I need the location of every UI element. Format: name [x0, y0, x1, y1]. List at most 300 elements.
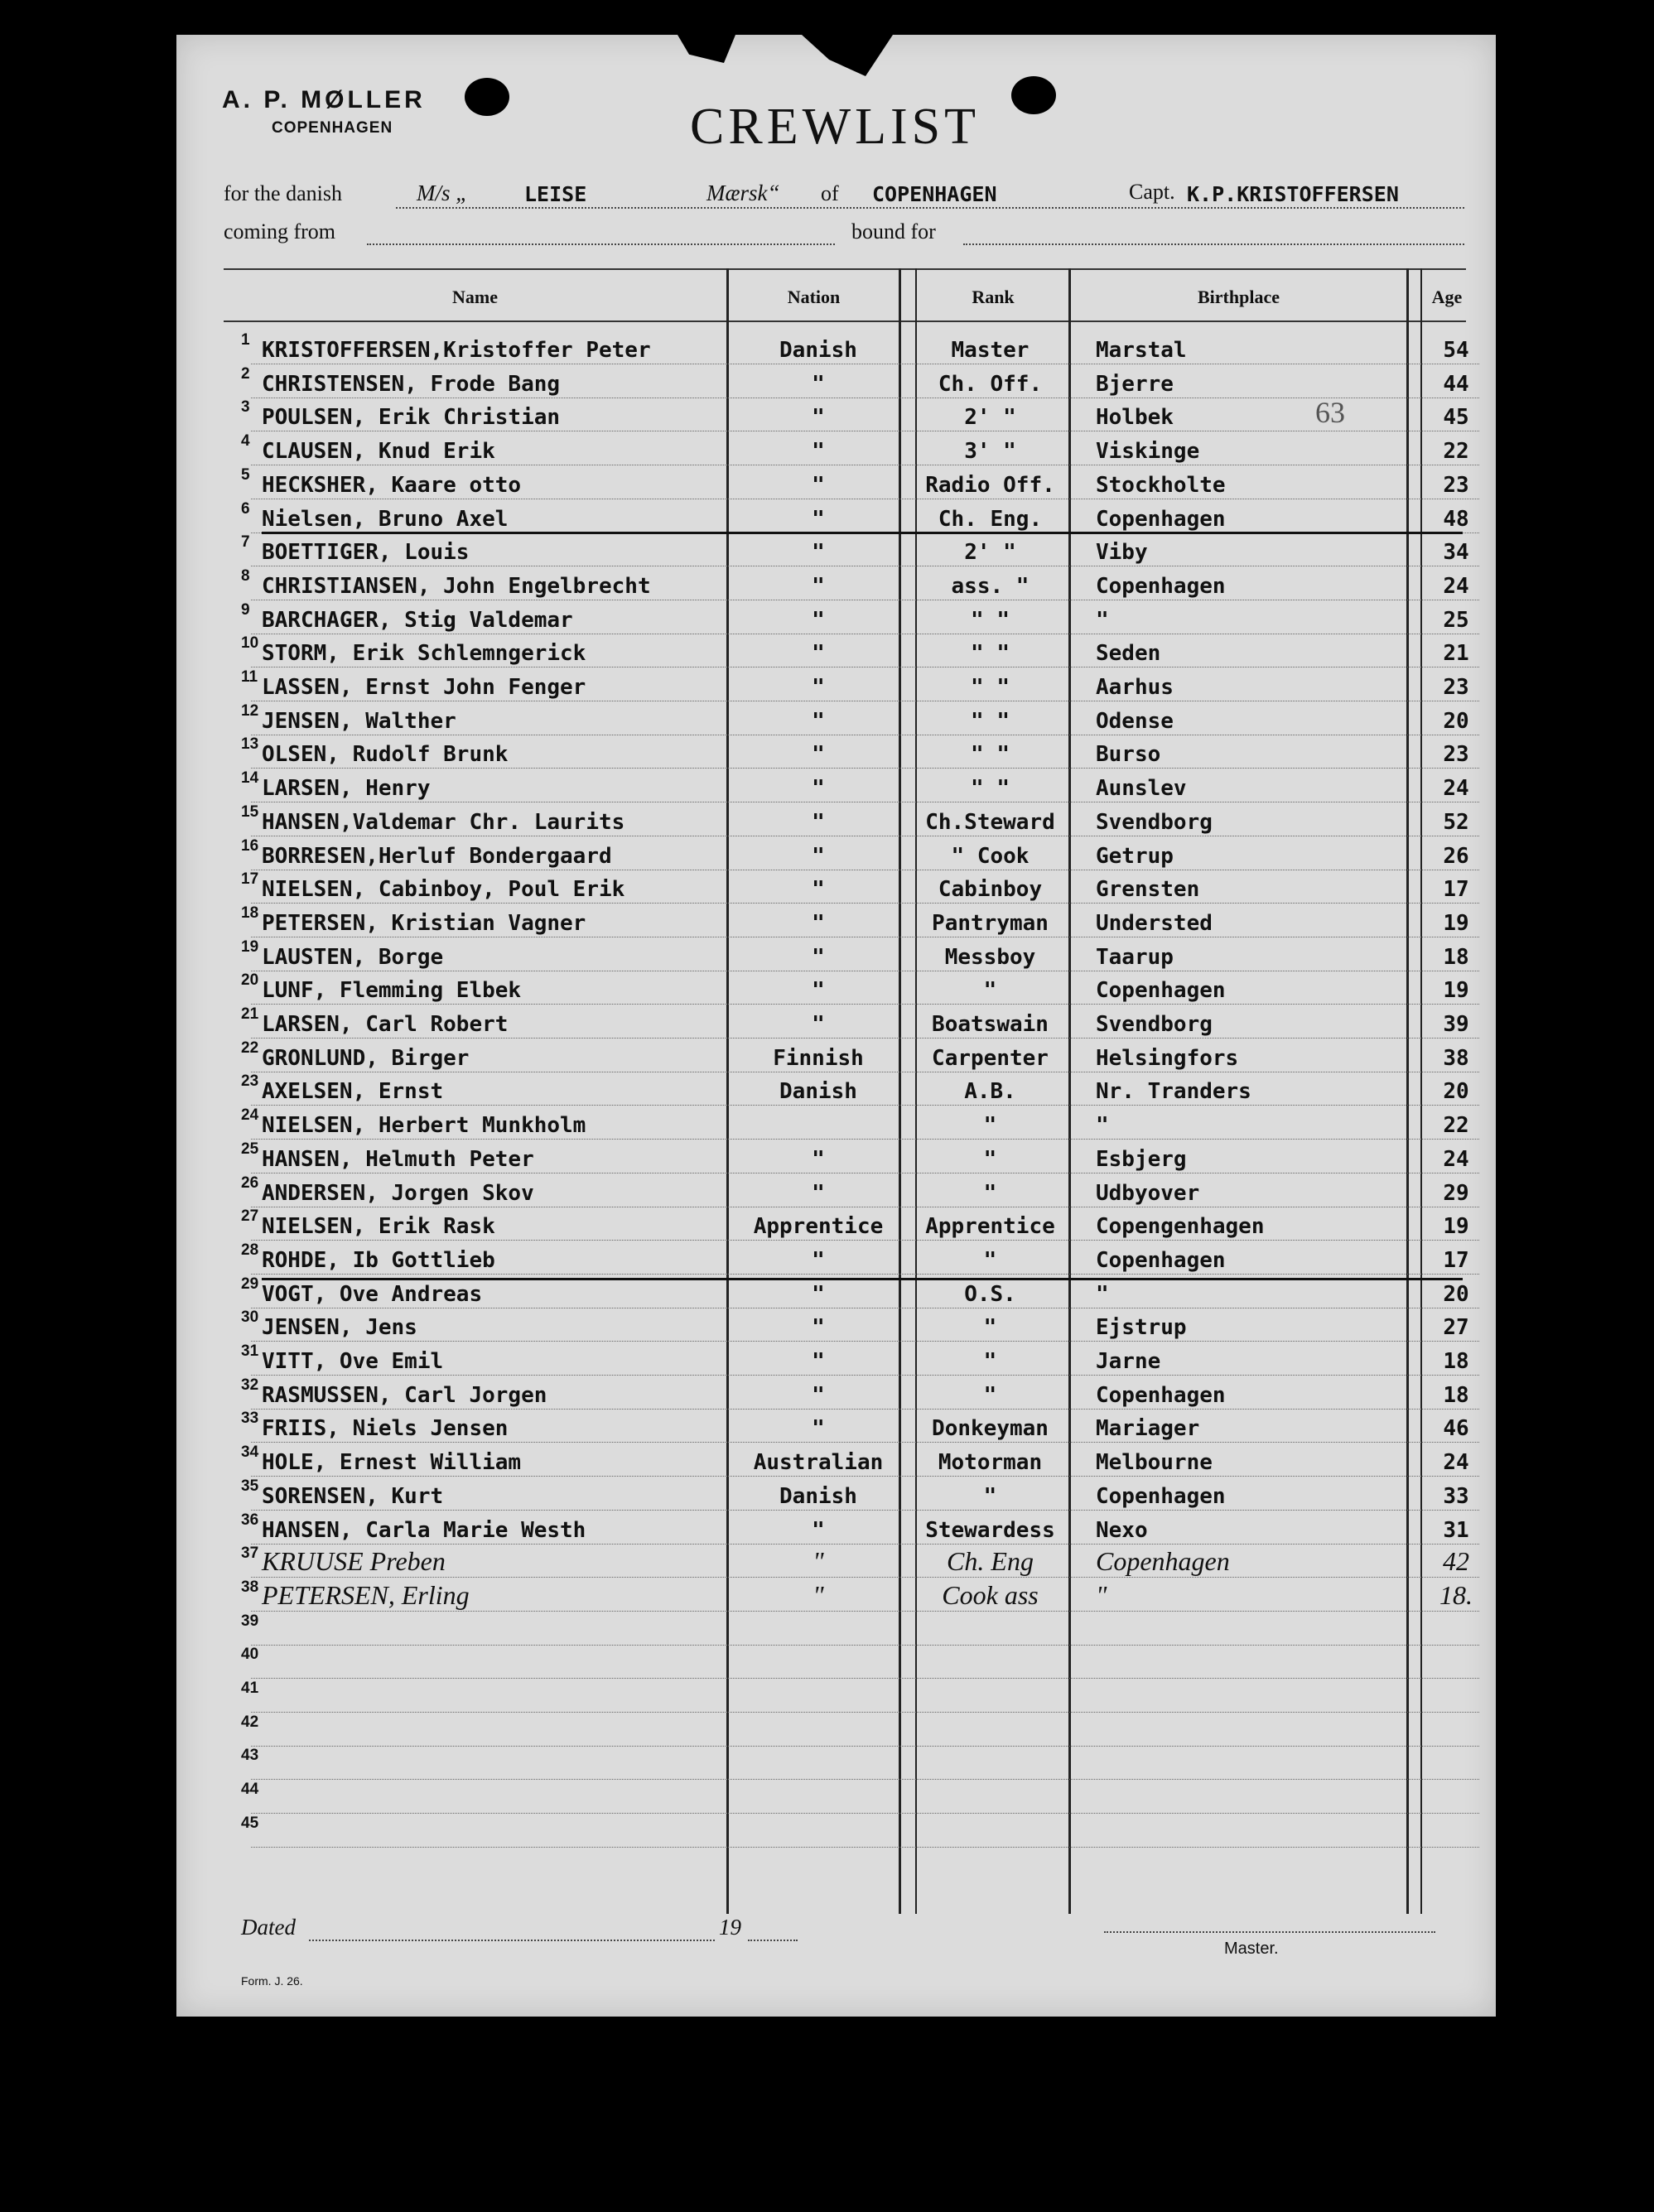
crew-age: 17	[1443, 1247, 1469, 1273]
crew-rank: 2' "	[964, 405, 1016, 431]
crew-rank: 2' "	[964, 540, 1016, 566]
crew-rank: "	[983, 1349, 997, 1374]
row-number: 3	[241, 398, 250, 417]
crewlist-form	[176, 35, 1496, 2017]
crew-rank: "	[983, 1315, 997, 1341]
crew-name: LASSEN, Ernst John Fenger	[262, 675, 586, 700]
crew-birthplace: Getrup	[1096, 843, 1174, 869]
row-number: 4	[241, 432, 250, 451]
crew-nation: "	[812, 978, 825, 1004]
table-row	[176, 331, 1496, 364]
crew-birthplace: "	[1096, 1113, 1109, 1139]
crew-age: 23	[1443, 472, 1469, 498]
crew-birthplace: Burso	[1096, 742, 1161, 768]
crew-birthplace: Copenhagen	[1096, 1483, 1226, 1509]
row-number: 41	[241, 1679, 259, 1697]
row-number: 13	[241, 735, 259, 754]
row-number: 42	[241, 1713, 259, 1731]
capt-label: Capt.	[1129, 180, 1175, 204]
table-row	[176, 904, 1496, 937]
table-row	[176, 1342, 1496, 1376]
table-row	[176, 1039, 1496, 1072]
crew-nation: Apprentice	[753, 1214, 884, 1240]
crew-birthplace: Jarne	[1096, 1349, 1161, 1374]
crew-rank: "	[983, 978, 997, 1004]
crew-name: SORENSEN, Kurt	[262, 1483, 444, 1509]
table-row	[176, 870, 1496, 904]
row-number: 32	[241, 1376, 259, 1394]
crew-rank: Motorman	[938, 1450, 1043, 1476]
crew-age: 19	[1443, 1214, 1469, 1240]
crew-nation: "	[812, 1349, 825, 1374]
row-number: 7	[241, 533, 250, 552]
crew-age: 19	[1443, 910, 1469, 936]
crew-nation: "	[812, 742, 825, 768]
crew-name: HANSEN, Carla Marie Westh	[262, 1517, 586, 1543]
table-row	[176, 837, 1496, 870]
crew-birthplace: Copenhagen	[1096, 1382, 1226, 1408]
row-rule	[251, 1847, 1479, 1848]
crew-birthplace: Nexo	[1096, 1517, 1148, 1543]
crew-birthplace: Nr. Tranders	[1096, 1079, 1251, 1105]
table-row	[176, 466, 1496, 499]
crew-nation: "	[812, 944, 825, 970]
strike-row-6	[262, 532, 1463, 534]
table-row	[176, 1612, 1496, 1646]
crew-rank: Boatswain	[932, 1012, 1049, 1037]
crew-name: CHRISTIANSEN, John Engelbrecht	[262, 573, 651, 599]
crew-rank: Apprentice	[925, 1214, 1055, 1240]
crew-age: 52	[1443, 809, 1469, 835]
punch-hole-right	[1011, 76, 1056, 114]
bound-for-line	[963, 243, 1464, 245]
crew-age: 46	[1443, 1416, 1469, 1442]
table-row	[176, 1545, 1496, 1578]
ship-suffix: Mærsk“	[706, 181, 780, 205]
coming-from-label: coming from	[224, 219, 336, 243]
table-row	[176, 1578, 1496, 1612]
crew-birthplace: Aunslev	[1096, 776, 1187, 802]
table-row	[176, 971, 1496, 1005]
crew-name: LARSEN, Henry	[262, 776, 431, 802]
col-header-age: Age	[1431, 287, 1463, 307]
table-row	[176, 432, 1496, 465]
crew-age: 29	[1443, 1180, 1469, 1206]
row-number: 16	[241, 836, 259, 855]
port-name: COPENHAGEN	[872, 182, 997, 206]
strike-row-28	[262, 1278, 1463, 1280]
table-row	[176, 1713, 1496, 1747]
table-row	[176, 601, 1496, 634]
crew-name: Nielsen, Bruno Axel	[262, 506, 509, 532]
table-row	[176, 1207, 1496, 1241]
table-row	[176, 1241, 1496, 1275]
crew-birthplace: Odense	[1096, 708, 1174, 734]
header-dotline-1	[396, 207, 1464, 209]
row-number: 29	[241, 1275, 259, 1293]
row-number: 23	[241, 1072, 259, 1091]
row-number: 11	[241, 668, 258, 686]
tear-notch-2	[802, 35, 893, 76]
crew-name: HANSEN, Helmuth Peter	[262, 1146, 534, 1172]
table-row	[176, 1410, 1496, 1443]
crew-nation: "	[812, 1146, 825, 1172]
crew-rank: " "	[971, 742, 1010, 768]
crew-nation: "	[812, 910, 825, 936]
crew-name: LARSEN, Carl Robert	[262, 1012, 509, 1037]
crew-age: 20	[1443, 708, 1469, 734]
master-label: Master.	[1224, 1940, 1279, 1958]
crew-name: HECKSHER, Kaare otto	[262, 472, 522, 498]
crew-birthplace: Copenhagen	[1096, 1247, 1226, 1273]
table-row	[176, 1443, 1496, 1477]
crew-nation: "	[812, 1382, 825, 1408]
crew-rank: " Cook	[951, 843, 1030, 869]
row-number: 35	[241, 1477, 259, 1495]
year-prefix: 19	[719, 1915, 741, 1940]
crew-age: 18.	[1439, 1579, 1473, 1610]
crew-age: 19	[1443, 978, 1469, 1004]
crew-name: KRISTOFFERSEN,Kristoffer Peter	[262, 338, 651, 363]
crew-nation: "	[812, 809, 825, 835]
row-number: 33	[241, 1410, 259, 1428]
crew-age: 24	[1443, 1450, 1469, 1476]
crew-age: 26	[1443, 843, 1469, 869]
table-row	[176, 567, 1496, 600]
crew-rank: " "	[971, 708, 1010, 734]
dated-line	[309, 1940, 715, 1941]
crew-name: PETERSEN, Erling	[262, 1579, 470, 1610]
crew-birthplace: Grensten	[1096, 877, 1200, 903]
crew-age: 24	[1443, 573, 1469, 599]
crew-birthplace: Udbyover	[1096, 1180, 1200, 1206]
table-row	[176, 1106, 1496, 1140]
table-row	[176, 1814, 1496, 1848]
col-header-rank: Rank	[972, 287, 1015, 307]
crew-birthplace: "	[1096, 1579, 1107, 1610]
row-number: 26	[241, 1173, 259, 1192]
row-number: 40	[241, 1646, 259, 1664]
crew-name: NIELSEN, Erik Rask	[262, 1214, 495, 1240]
crew-age: 34	[1443, 540, 1469, 566]
col-header-nation: Nation	[787, 287, 841, 307]
crew-birthplace: Copenhagen	[1096, 978, 1226, 1004]
crew-nation: Danish	[779, 1483, 857, 1509]
crew-rank: Master	[951, 338, 1030, 363]
crew-birthplace: Esbjerg	[1096, 1146, 1187, 1172]
crew-nation: "	[812, 708, 825, 734]
crew-birthplace: Copenhagen	[1096, 1546, 1230, 1577]
crew-rank: "	[983, 1382, 997, 1408]
crew-name: AXELSEN, Ernst	[262, 1079, 444, 1105]
table-row	[176, 702, 1496, 735]
table-row	[176, 1140, 1496, 1173]
crew-birthplace: Melbourne	[1096, 1450, 1213, 1476]
crew-nation: "	[812, 1281, 825, 1307]
crew-age: 38	[1443, 1045, 1469, 1071]
company-city: COPENHAGEN	[272, 119, 393, 137]
table-row	[176, 668, 1496, 701]
crew-birthplace: Copengenhagen	[1096, 1214, 1265, 1240]
crew-age: 18	[1443, 944, 1469, 970]
crew-nation: "	[812, 843, 825, 869]
punch-hole-left	[465, 78, 509, 116]
row-number: 12	[241, 701, 259, 720]
row-number: 2	[241, 364, 250, 383]
page-title: CREWLIST	[690, 99, 980, 155]
crew-nation: Danish	[779, 338, 857, 363]
master-signature-line	[1104, 1931, 1435, 1933]
crew-birthplace: Helsingfors	[1096, 1045, 1239, 1071]
crew-name: HOLE, Ernest William	[262, 1450, 522, 1476]
crew-name: LAUSTEN, Borge	[262, 944, 444, 970]
crew-age: 39	[1443, 1012, 1469, 1037]
row-number: 27	[241, 1207, 259, 1226]
crew-rank: Messboy	[944, 944, 1036, 970]
table-row	[176, 1679, 1496, 1713]
crew-age: 24	[1443, 776, 1469, 802]
ship-name: LEISE	[524, 182, 587, 206]
crew-birthplace: Stockholte	[1096, 472, 1226, 498]
table-row	[176, 1747, 1496, 1780]
crew-birthplace: "	[1096, 607, 1109, 633]
crew-birthplace: Understed	[1096, 910, 1213, 936]
crew-nation: "	[812, 472, 825, 498]
crew-nation: "	[812, 1517, 825, 1543]
crew-birthplace: Ejstrup	[1096, 1315, 1187, 1341]
crew-age: 24	[1443, 1146, 1469, 1172]
table-row	[176, 1005, 1496, 1039]
crew-rank: Ch. Eng	[947, 1546, 1034, 1577]
row-number: 22	[241, 1039, 259, 1057]
crew-nation: "	[812, 675, 825, 700]
row-number: 6	[241, 499, 250, 518]
crew-name: VITT, Ove Emil	[262, 1349, 444, 1374]
company-name: A. P. MØLLER	[222, 86, 426, 113]
crew-age: 18	[1443, 1349, 1469, 1374]
crew-rank: O.S.	[964, 1281, 1016, 1307]
table-row	[176, 1308, 1496, 1342]
table-row	[176, 938, 1496, 971]
crew-rank: Cabinboy	[938, 877, 1043, 903]
crew-nation: Australian	[753, 1450, 884, 1476]
crew-name: VOGT, Ove Andreas	[262, 1281, 483, 1307]
coming-from-line	[367, 243, 835, 245]
crew-name: FRIIS, Niels Jensen	[262, 1416, 509, 1442]
crew-rank: Ch. Off.	[938, 371, 1043, 397]
crew-nation: "	[812, 877, 825, 903]
table-row	[176, 769, 1496, 802]
table-row	[176, 735, 1496, 769]
row-number: 45	[241, 1814, 259, 1832]
crew-birthplace: Viskinge	[1096, 439, 1200, 465]
row-number: 34	[241, 1443, 259, 1462]
crew-birthplace: Svendborg	[1096, 1012, 1213, 1037]
row-number: 14	[241, 769, 259, 788]
crew-birthplace: Marstal	[1096, 338, 1187, 363]
crew-birthplace: Bjerre	[1096, 371, 1174, 397]
crew-age: 48	[1443, 506, 1469, 532]
crew-rank: Ch. Eng.	[938, 506, 1043, 532]
table-row	[176, 365, 1496, 398]
crew-age: 21	[1443, 641, 1469, 667]
captain-name: K.P.KRISTOFFERSEN	[1187, 182, 1399, 206]
crew-age: 31	[1443, 1517, 1469, 1543]
margin-annotation: 63	[1315, 396, 1345, 429]
row-number: 31	[241, 1342, 259, 1360]
crew-name: BARCHAGER, Stig Valdemar	[262, 607, 573, 633]
crew-age: 25	[1443, 607, 1469, 633]
crew-nation: "	[812, 371, 825, 397]
crew-birthplace: Holbek	[1096, 405, 1174, 431]
crew-nation: "	[812, 1247, 825, 1273]
crew-age: 17	[1443, 877, 1469, 903]
crew-rank: "	[983, 1180, 997, 1206]
crew-name: JENSEN, Walther	[262, 708, 456, 734]
crew-age: 54	[1443, 338, 1469, 363]
crew-rank: " "	[971, 776, 1010, 802]
row-number: 39	[241, 1612, 259, 1630]
crew-name: BOETTIGER, Louis	[262, 540, 470, 566]
crew-age: 27	[1443, 1315, 1469, 1341]
tear-notch	[678, 35, 735, 63]
row-number: 37	[241, 1545, 259, 1563]
crew-rank: "	[983, 1483, 997, 1509]
crew-nation: "	[812, 1012, 825, 1037]
crew-nation: "	[812, 641, 825, 667]
row-number: 8	[241, 566, 250, 585]
crew-age: 18	[1443, 1382, 1469, 1408]
crew-birthplace: Aarhus	[1096, 675, 1174, 700]
row-number: 9	[241, 600, 250, 619]
crew-name: ANDERSEN, Jorgen Skov	[262, 1180, 534, 1206]
crew-birthplace: Copenhagen	[1096, 506, 1226, 532]
crew-age: 44	[1443, 371, 1469, 397]
crew-rank: 3' "	[964, 439, 1016, 465]
crew-nation: "	[812, 506, 825, 532]
table-row	[176, 1072, 1496, 1106]
crew-rank: Donkeyman	[932, 1416, 1049, 1442]
crew-nation: "	[812, 540, 825, 566]
crew-rank: Ch.Steward	[925, 809, 1055, 835]
row-number: 43	[241, 1747, 259, 1765]
row-number: 21	[241, 1005, 259, 1023]
crew-age: 22	[1443, 1113, 1469, 1139]
bound-for-label: bound for	[851, 219, 936, 243]
crew-age: 20	[1443, 1079, 1469, 1105]
crew-nation: Finnish	[773, 1045, 864, 1071]
row-number: 38	[241, 1578, 259, 1596]
col-header-birthplace: Birthplace	[1198, 287, 1280, 307]
crew-age: 23	[1443, 675, 1469, 700]
table-row	[176, 500, 1496, 533]
crew-name: RASMUSSEN, Carl Jorgen	[262, 1382, 547, 1408]
of-label: of	[821, 181, 839, 205]
crew-nation: "	[812, 776, 825, 802]
table-row	[176, 533, 1496, 566]
crew-birthplace: Svendborg	[1096, 809, 1213, 835]
row-number: 44	[241, 1781, 259, 1799]
crew-rank: Cook ass	[942, 1579, 1039, 1610]
row-number: 36	[241, 1511, 259, 1529]
crew-name: CHRISTENSEN, Frode Bang	[262, 371, 561, 397]
crew-nation: Danish	[779, 1079, 857, 1105]
row-number: 25	[241, 1140, 259, 1158]
row-number: 20	[241, 971, 259, 990]
form-number: Form. J. 26.	[241, 1974, 303, 1988]
crew-name: STORM, Erik Schlemngerick	[262, 641, 586, 667]
crew-rank: " "	[971, 641, 1010, 667]
crew-birthplace: Taarup	[1096, 944, 1174, 970]
crew-nation: "	[812, 405, 825, 431]
crew-name: BORRESEN,Herluf Bondergaard	[262, 843, 612, 869]
row-number: 19	[241, 937, 259, 956]
crew-rank: "	[983, 1247, 997, 1273]
crew-name: LUNF, Flemming Elbek	[262, 978, 522, 1004]
crew-rank: A.B.	[964, 1079, 1016, 1105]
crew-nation: "	[813, 1546, 824, 1577]
crew-nation: "	[812, 573, 825, 599]
row-number: 17	[241, 870, 259, 889]
crew-birthplace: Seden	[1096, 641, 1161, 667]
row-number: 24	[241, 1106, 259, 1125]
crew-nation: "	[813, 1579, 824, 1610]
crew-name: KRUUSE Preben	[262, 1546, 446, 1577]
crew-birthplace: "	[1096, 1281, 1109, 1307]
for-the-label: for the danish	[224, 181, 342, 205]
crew-name: PETERSEN, Kristian Vagner	[262, 910, 586, 936]
row-number: 28	[241, 1241, 259, 1259]
table-top-border	[224, 268, 1466, 270]
row-number: 15	[241, 802, 259, 821]
row-number: 1	[241, 331, 250, 349]
crew-nation: "	[812, 439, 825, 465]
crew-nation: "	[812, 1180, 825, 1206]
crew-rank: " "	[971, 675, 1010, 700]
dated-label: Dated	[241, 1915, 296, 1940]
crew-age: 20	[1443, 1281, 1469, 1307]
crew-name: ROHDE, Ib Gottlieb	[262, 1247, 495, 1273]
crew-name: JENSEN, Jens	[262, 1315, 417, 1341]
table-row	[176, 803, 1496, 836]
crew-name: OLSEN, Rudolf Brunk	[262, 742, 509, 768]
crew-rank: " "	[971, 607, 1010, 633]
row-number: 18	[241, 904, 259, 922]
table-row	[176, 1511, 1496, 1545]
crew-rank: "	[983, 1146, 997, 1172]
crew-name: NIELSEN, Herbert Munkholm	[262, 1113, 586, 1139]
crew-name: NIELSEN, Cabinboy, Poul Erik	[262, 877, 625, 903]
crew-age: 33	[1443, 1483, 1469, 1509]
crew-name: GRONLUND, Birger	[262, 1045, 470, 1071]
crew-birthplace: Mariager	[1096, 1416, 1200, 1442]
crew-rank: Carpenter	[932, 1045, 1049, 1071]
crew-nation: "	[812, 607, 825, 633]
ms-label: M/s „	[417, 181, 469, 205]
row-number: 5	[241, 465, 250, 484]
year-line	[748, 1940, 798, 1941]
table-row	[176, 1376, 1496, 1410]
crew-name: CLAUSEN, Knud Erik	[262, 439, 495, 465]
table-row	[176, 1174, 1496, 1207]
crew-birthplace: Viby	[1096, 540, 1148, 566]
crew-rank: Stewardess	[925, 1517, 1055, 1543]
table-row	[176, 634, 1496, 667]
crew-rank: Radio Off.	[925, 472, 1055, 498]
crew-rank: Pantryman	[932, 910, 1049, 936]
crew-nation: "	[812, 1315, 825, 1341]
crew-age: 23	[1443, 742, 1469, 768]
